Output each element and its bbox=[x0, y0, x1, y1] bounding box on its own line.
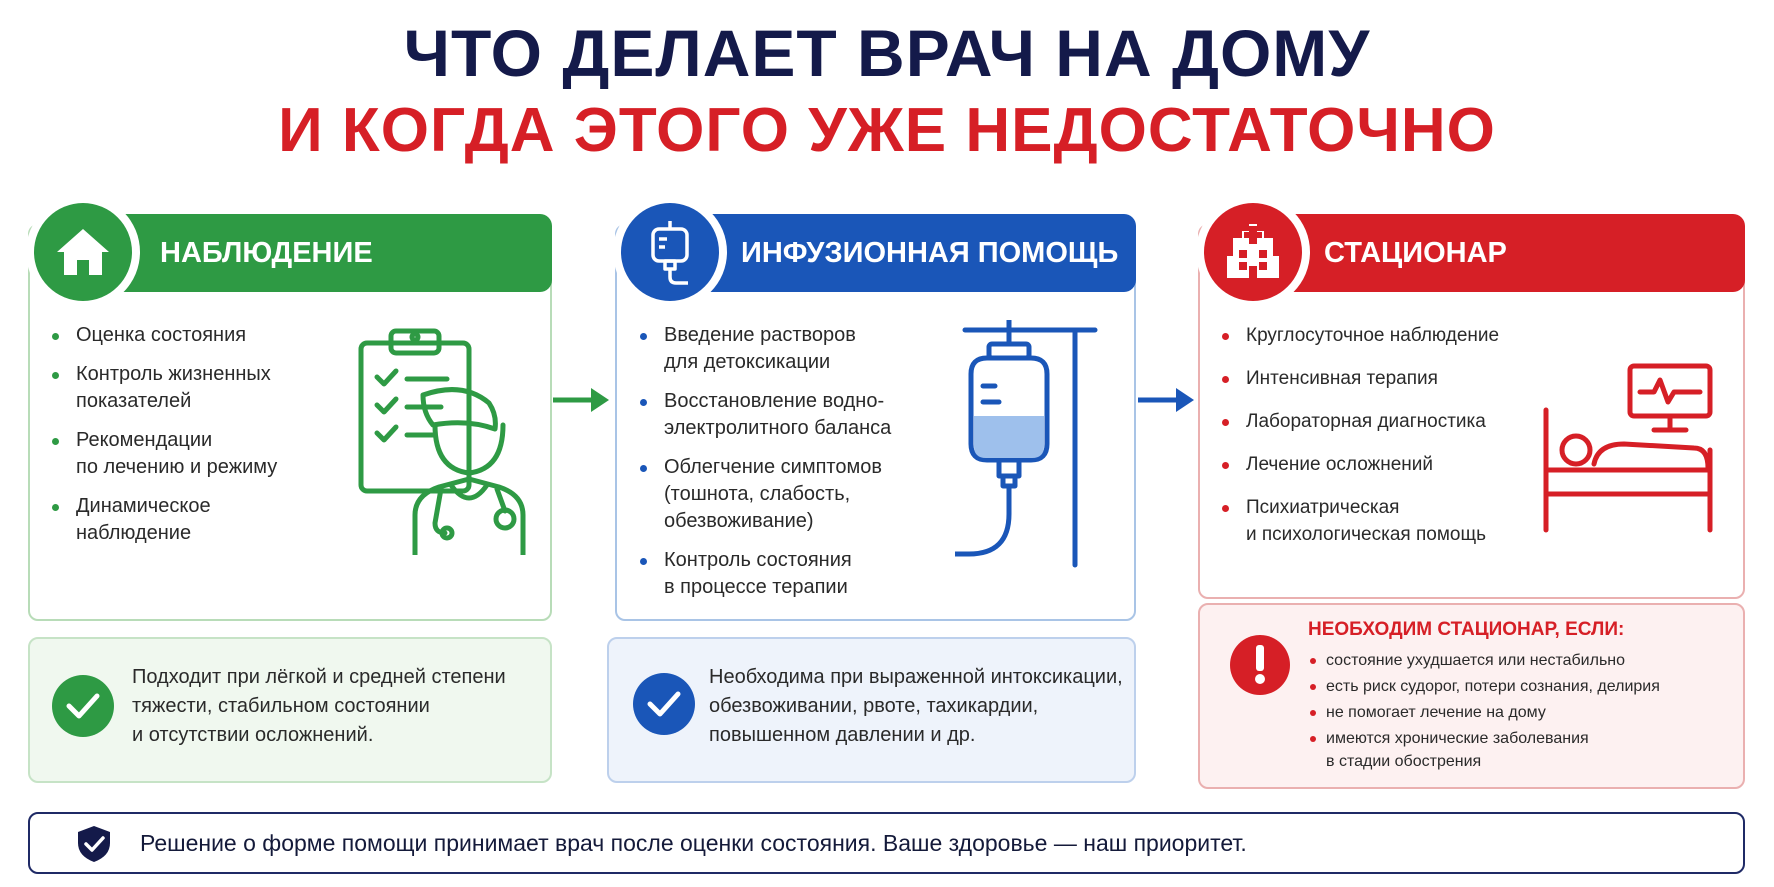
hospital-warning bbox=[1198, 603, 1745, 789]
list-item: Рекомендации по лечению и режиму bbox=[52, 427, 352, 481]
infusion-note bbox=[607, 637, 1136, 783]
iv-drip-stand-icon bbox=[955, 320, 1105, 570]
house-icon bbox=[54, 225, 112, 279]
arrow-right-icon bbox=[553, 380, 611, 420]
list-item: имеются хронические заболевания в стадии обострения bbox=[1308, 727, 1738, 773]
list-item: есть риск судорог, потери сознания, делирия bbox=[1308, 675, 1738, 698]
hospital-badge bbox=[1196, 195, 1310, 309]
list-item: Лабораторная диагностика bbox=[1222, 408, 1552, 435]
list-item: Восстановление водно- электролитного баланса bbox=[640, 388, 930, 442]
hospital-header bbox=[1276, 214, 1745, 292]
hospital-list bbox=[1222, 322, 1552, 564]
hospital-icon bbox=[1223, 222, 1283, 282]
list-item: Облегчение симптомов (тошнота, слабость, обезвоживание) bbox=[640, 454, 930, 535]
shield-check-icon bbox=[76, 825, 112, 863]
page-subtitle: И КОГДА ЭТОГО УЖЕ НЕДОСТАТОЧНО bbox=[278, 96, 1496, 165]
warning-title: НЕОБХОДИМ СТАЦИОНАР, ЕСЛИ: bbox=[1308, 619, 1625, 640]
footer-banner bbox=[28, 812, 1745, 874]
list-item: Лечение осложнений bbox=[1222, 451, 1552, 478]
exclamation-icon bbox=[1230, 635, 1290, 695]
list-item: Введение растворов для детоксикации bbox=[640, 322, 930, 376]
list-item: Контроль состояния в процессе терапии bbox=[640, 547, 930, 601]
list-item: состояние ухудшается или нестабильно bbox=[1308, 649, 1738, 672]
doctor-clipboard-icon bbox=[355, 325, 535, 555]
footer-text: Решение о форме помощи принимает врач после оценки состояния. Ваше здоровье — наш приоритет. bbox=[140, 830, 1247, 856]
observation-title: НАБЛЮДЕНИЕ bbox=[160, 237, 373, 269]
warning-list bbox=[1308, 649, 1738, 776]
hospital-bed-monitor-icon bbox=[1540, 360, 1720, 540]
list-item: Интенсивная терапия bbox=[1222, 365, 1552, 392]
observation-list bbox=[52, 322, 352, 559]
infusion-note-text: Необходима при выраженной интоксикации, обезвоживании, рвоте, тахикардии, повышенном давлении и др. bbox=[709, 666, 1123, 746]
infusion-list bbox=[640, 322, 930, 613]
infusion-header bbox=[693, 214, 1136, 292]
observation-badge bbox=[26, 195, 140, 309]
list-item: Психиатрическая и психологическая помощь bbox=[1222, 494, 1552, 548]
list-item: Оценка состояния bbox=[52, 322, 352, 349]
iv-bag-icon bbox=[645, 219, 695, 285]
list-item: Контроль жизненных показателей bbox=[52, 361, 352, 415]
observation-header bbox=[106, 214, 552, 292]
list-item: не помогает лечение на дому bbox=[1308, 701, 1738, 724]
observation-note-text: Подходит при лёгкой и средней степени тяжести, стабильном состоянии и отсутствии осложнений. bbox=[132, 666, 506, 746]
arrow-right-icon bbox=[1138, 380, 1196, 420]
list-item: Динамическое наблюдение bbox=[52, 493, 352, 547]
hospital-title: СТАЦИОНАР bbox=[1324, 237, 1507, 269]
list-item: Круглосуточное наблюдение bbox=[1222, 322, 1552, 349]
observation-note bbox=[28, 637, 552, 783]
infusion-title: ИНФУЗИОННАЯ ПОМОЩЬ bbox=[741, 237, 1119, 269]
page-title: ЧТО ДЕЛАЕТ ВРАЧ НА ДОМУ bbox=[403, 16, 1371, 90]
check-circle-icon bbox=[633, 673, 695, 735]
infusion-badge bbox=[613, 195, 727, 309]
check-circle-icon bbox=[52, 675, 114, 737]
